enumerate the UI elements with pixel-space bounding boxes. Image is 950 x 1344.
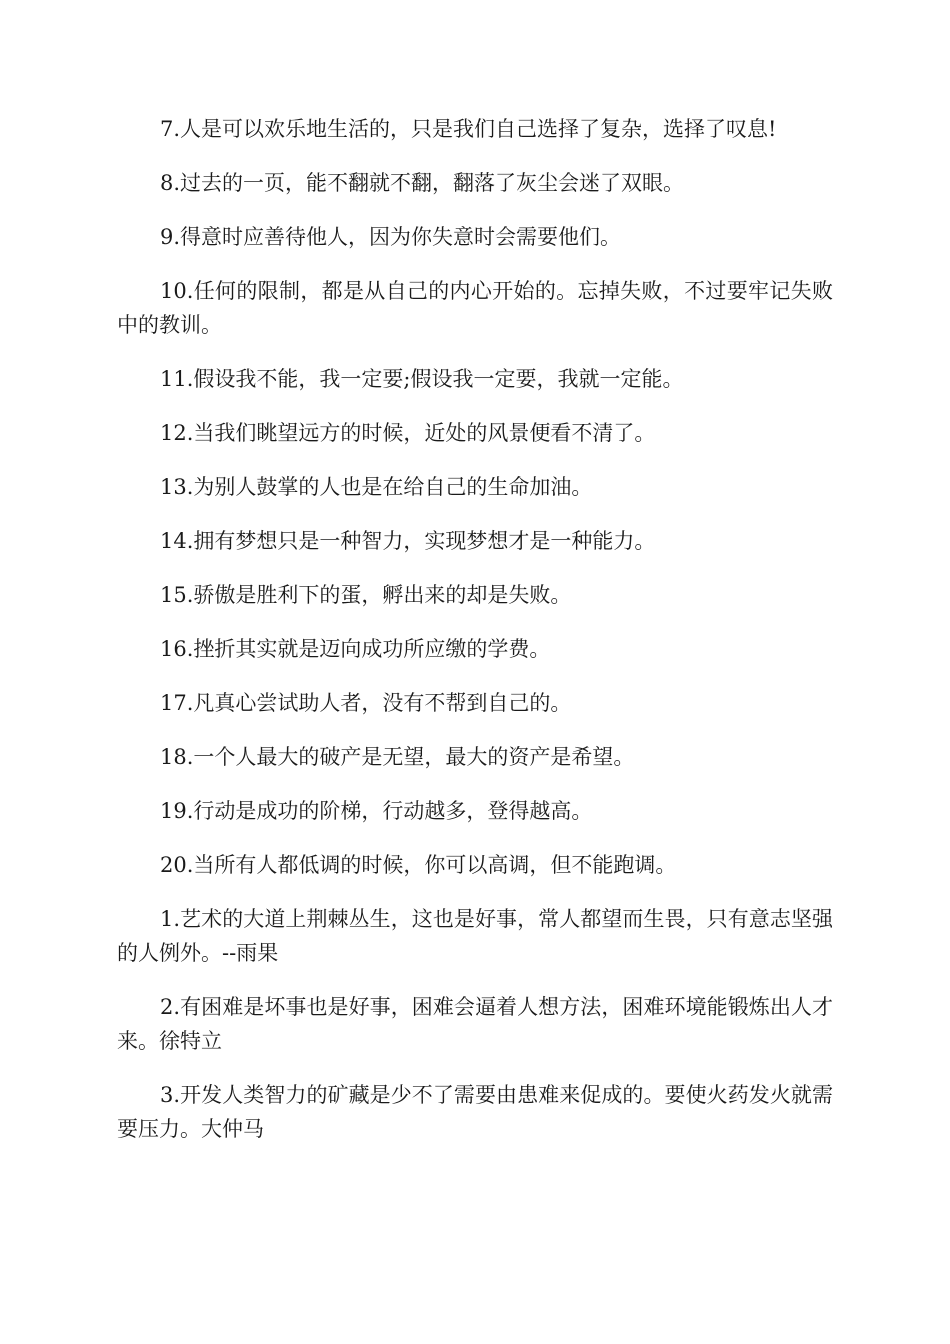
- quote-paragraph: 9.得意时应善待他人，因为你失意时会需要他们。: [160, 225, 622, 249]
- quote-paragraph: 1.艺术的大道上荆棘丛生，这也是好事，常人都望而生畏，只有意志坚强的人例外。--雨果: [117, 907, 833, 965]
- quote-paragraph: 16.挫折其实就是迈向成功所应缴的学费。: [160, 637, 551, 661]
- quote-paragraph: 12.当我们眺望远方的时候，近处的风景便看不清了。: [160, 421, 656, 445]
- quote-paragraph: 10.任何的限制，都是从自己的内心开始的。忘掉失败，不过要牢记失败中的教训。: [117, 279, 833, 337]
- quote-paragraph: 15.骄傲是胜利下的蛋，孵出来的却是失败。: [160, 583, 572, 607]
- quote-paragraph: 7.人是可以欢乐地生活的，只是我们自己选择了复杂，选择了叹息!: [160, 117, 777, 141]
- quote-paragraph: 2.有困难是坏事也是好事，困难会逼着人想方法，困难环境能锻炼出人才来。徐特立: [117, 995, 833, 1053]
- document-body: [117, 112, 833, 1166]
- quote-paragraph: 13.为别人鼓掌的人也是在给自己的生命加油。: [160, 475, 593, 499]
- quote-paragraph: 3.开发人类智力的矿藏是少不了需要由患难来促成的。要使火药发火就需要压力。大仲马: [117, 1083, 833, 1141]
- quote-paragraph: 19.行动是成功的阶梯，行动越多，登得越高。: [160, 799, 593, 823]
- quote-paragraph: 20.当所有人都低调的时候，你可以高调，但不能跑调。: [160, 853, 677, 877]
- quote-paragraph: 11.假设我不能，我一定要;假设我一定要，我就一定能。: [160, 367, 684, 391]
- quote-paragraph: 18.一个人最大的破产是无望，最大的资产是希望。: [160, 745, 635, 769]
- quote-paragraph: 17.凡真心尝试助人者，没有不帮到自己的。: [160, 691, 572, 715]
- quote-paragraph: 8.过去的一页，能不翻就不翻，翻落了灰尘会迷了双眼。: [160, 171, 685, 195]
- quote-paragraph: 14.拥有梦想只是一种智力，实现梦想才是一种能力。: [160, 529, 656, 553]
